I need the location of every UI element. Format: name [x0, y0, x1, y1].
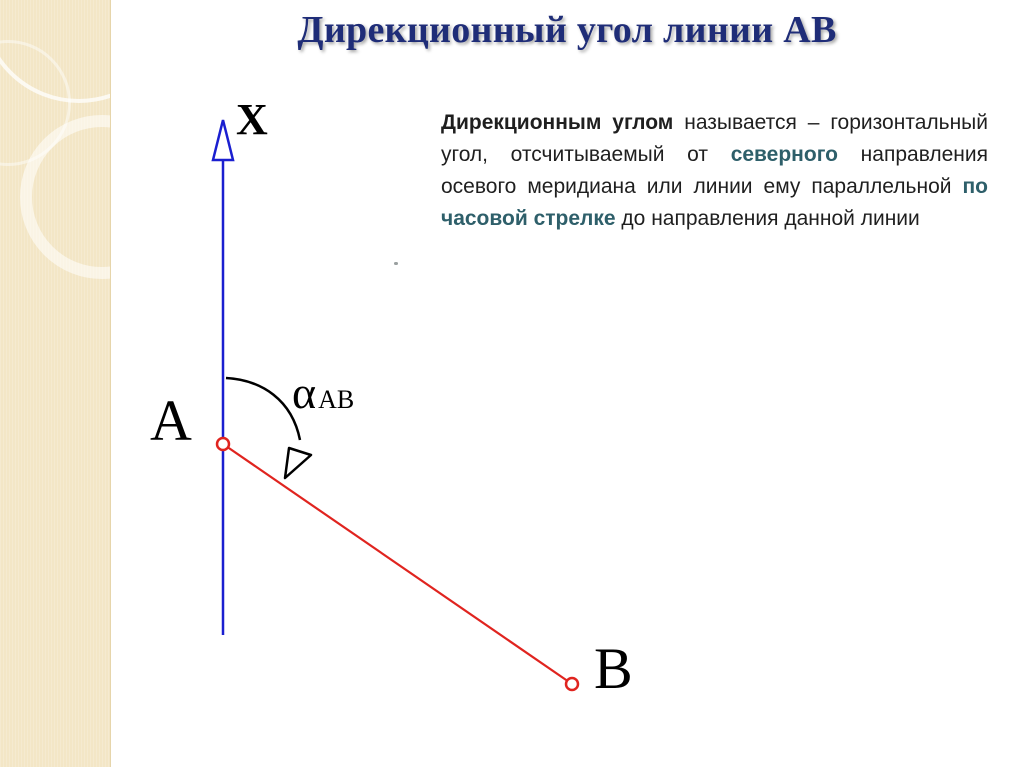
point-a-marker — [217, 438, 229, 450]
angle-arc-arrowhead — [285, 448, 311, 478]
definition-highlight-north: северного — [730, 143, 838, 166]
x-axis-label: X — [236, 95, 268, 144]
angle-label — [292, 367, 354, 418]
angle-symbol: α — [292, 367, 317, 418]
angle-arc — [226, 378, 300, 440]
x-axis-arrowhead — [213, 120, 233, 160]
definition-text-part: называется – горизонтальный угол, отсчитываемый от — [441, 111, 988, 166]
definition-highlight-clockwise: по часовой стрелке — [441, 175, 988, 230]
definition-term: Дирекционным углом — [441, 111, 674, 134]
point-b-label: B — [594, 636, 633, 701]
definition-text-part: до направления данной линии — [615, 207, 920, 230]
slide-title: Дирекционный угол линии АВ — [297, 9, 837, 51]
definition-text-part: направления осевого меридиана или линии ему параллельной — [441, 143, 988, 198]
point-a-label: A — [150, 388, 192, 453]
angle-subscript: АВ — [318, 385, 355, 414]
point-b-marker — [566, 678, 578, 690]
line-ab — [223, 444, 572, 684]
